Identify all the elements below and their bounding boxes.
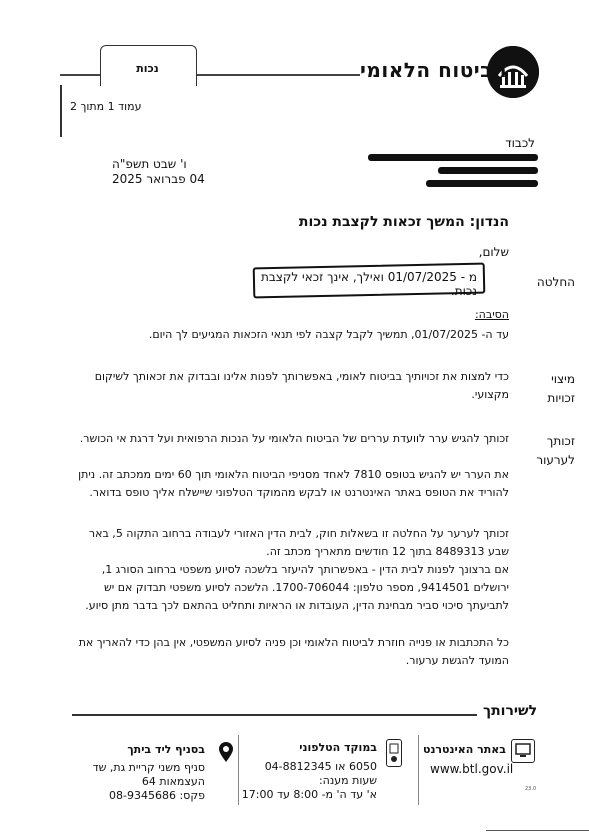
decision-label: החלטה bbox=[536, 275, 575, 289]
appeal-label-2: לערעור bbox=[536, 453, 575, 467]
reason-heading: הסיבה: bbox=[474, 308, 509, 321]
branch-channel-title: בסניף ליד ביתך bbox=[127, 743, 205, 756]
recipient-to: לכבוד bbox=[505, 136, 535, 150]
appeal-label-1: זכותך bbox=[546, 434, 575, 448]
department-tab-label: נכות bbox=[136, 62, 159, 75]
appeal-paragraph-2: את הערר יש להגיש בטופס 7810 לאחד מסניפי הביטוח הלאומי תוך 60 ימים ממכתב זה. ניתן להוריד את הטופס באתר האינטרנט או לבקש מהמוקד הטלפוני שיישלח אליך טופס בדואר. bbox=[78, 468, 509, 499]
branch-fax: פקס: 08-9345686 bbox=[109, 789, 205, 802]
page-number: עמוד 1 מתוך 2 bbox=[70, 100, 142, 113]
phone-channel-title: במוקד הטלפוני bbox=[299, 741, 377, 754]
branch-address-line2: העצמאות 64 bbox=[141, 775, 205, 788]
org-name: הביטוח הלאומי bbox=[360, 58, 508, 82]
service-heading: לשירותך bbox=[483, 703, 538, 719]
phone-hours: א' עד ה' מ- 8:00 עד 17:00 bbox=[241, 788, 377, 801]
phone-hours-label: שעות מענה: bbox=[318, 774, 377, 787]
location-pin-icon bbox=[218, 741, 234, 763]
appeal-paragraph-3: זכותך לערער על החלטה זו בשאלות חוק, לבית הדין האזורי לעבודה ברחוב התקוה 5, באר שבע 8489313 בתוך 12 חודשים מתאריך מכתב זה. bbox=[88, 527, 509, 558]
appeal-paragraph-5: כל התכתבות או פנייה חוזרת לביטוח הלאומי וכן פניה לסיוע המשפטי, אין בהן כדי להאריך את המועד להגשת ערעור. bbox=[78, 636, 509, 667]
channel-separator-2 bbox=[238, 735, 239, 805]
gregorian-date: 04 פברואר 2025 bbox=[112, 172, 205, 186]
phone-icon bbox=[386, 739, 402, 767]
frame-left-border bbox=[60, 85, 62, 137]
decision-text: מ - 01/07/2025 ואילך, אינך זכאי לקצבת נכות. bbox=[260, 270, 477, 298]
footer-code: 23.0 bbox=[525, 786, 537, 792]
computer-icon bbox=[511, 739, 535, 763]
branch-address-line1: סניף משני קריית גת, שד bbox=[92, 761, 205, 774]
letter-subject: הנדון: המשך זכאות לקצבת נכות bbox=[298, 214, 509, 230]
reason-text: עד ה- 01/07/2025, תמשיך לקבל קצבה לפי תנאי הזכאות המגיעים לך היום. bbox=[148, 328, 509, 341]
web-channel-title: באתר האינטרנט bbox=[422, 743, 506, 756]
redacted-city bbox=[426, 180, 538, 187]
phone-numbers[interactable]: 6050 או 04-8812345 bbox=[264, 760, 377, 773]
rights-text: כדי למצות את זכויותיך בביטוח לאומי, באפשרותך לפנות אלינו ובבדוק את זכאותך לשיקום מקצועי. bbox=[94, 370, 509, 401]
redacted-address bbox=[438, 167, 538, 174]
service-divider bbox=[72, 714, 477, 716]
rights-label-2: זכויות bbox=[547, 391, 575, 405]
hebrew-date: ו' שבט תשפ"ה bbox=[112, 157, 187, 171]
channel-separator-1 bbox=[418, 735, 419, 805]
redacted-name bbox=[368, 154, 538, 161]
rights-label-1: מיצוי bbox=[551, 372, 575, 386]
appeal-paragraph-1: זכותך להגיש ערר לוועדת עררים של הביטוח הלאומי על הנכות הרפואית ועל דרגת אי הכושר. bbox=[79, 432, 509, 445]
appeal-paragraph-4: אם ברצונך לפנות לבית הדין - באפשרותך להיעזר בלשכה לסיוע משפטי ברחוב הסורג 1, ירושלים 9414501, מספר טלפון: 1700-706044. הלשכה לסיוע משפטי תבדוק אם יש לתביעתך סיכוי סביר מבחינת הדין, העובדות או הראיות ותחליט בהתאם לכך בדבר מתן סיוע. bbox=[85, 563, 509, 612]
footer-line bbox=[486, 830, 589, 831]
greeting: שלום, bbox=[478, 245, 509, 259]
web-url[interactable]: www.btl.gov.il bbox=[430, 762, 514, 776]
